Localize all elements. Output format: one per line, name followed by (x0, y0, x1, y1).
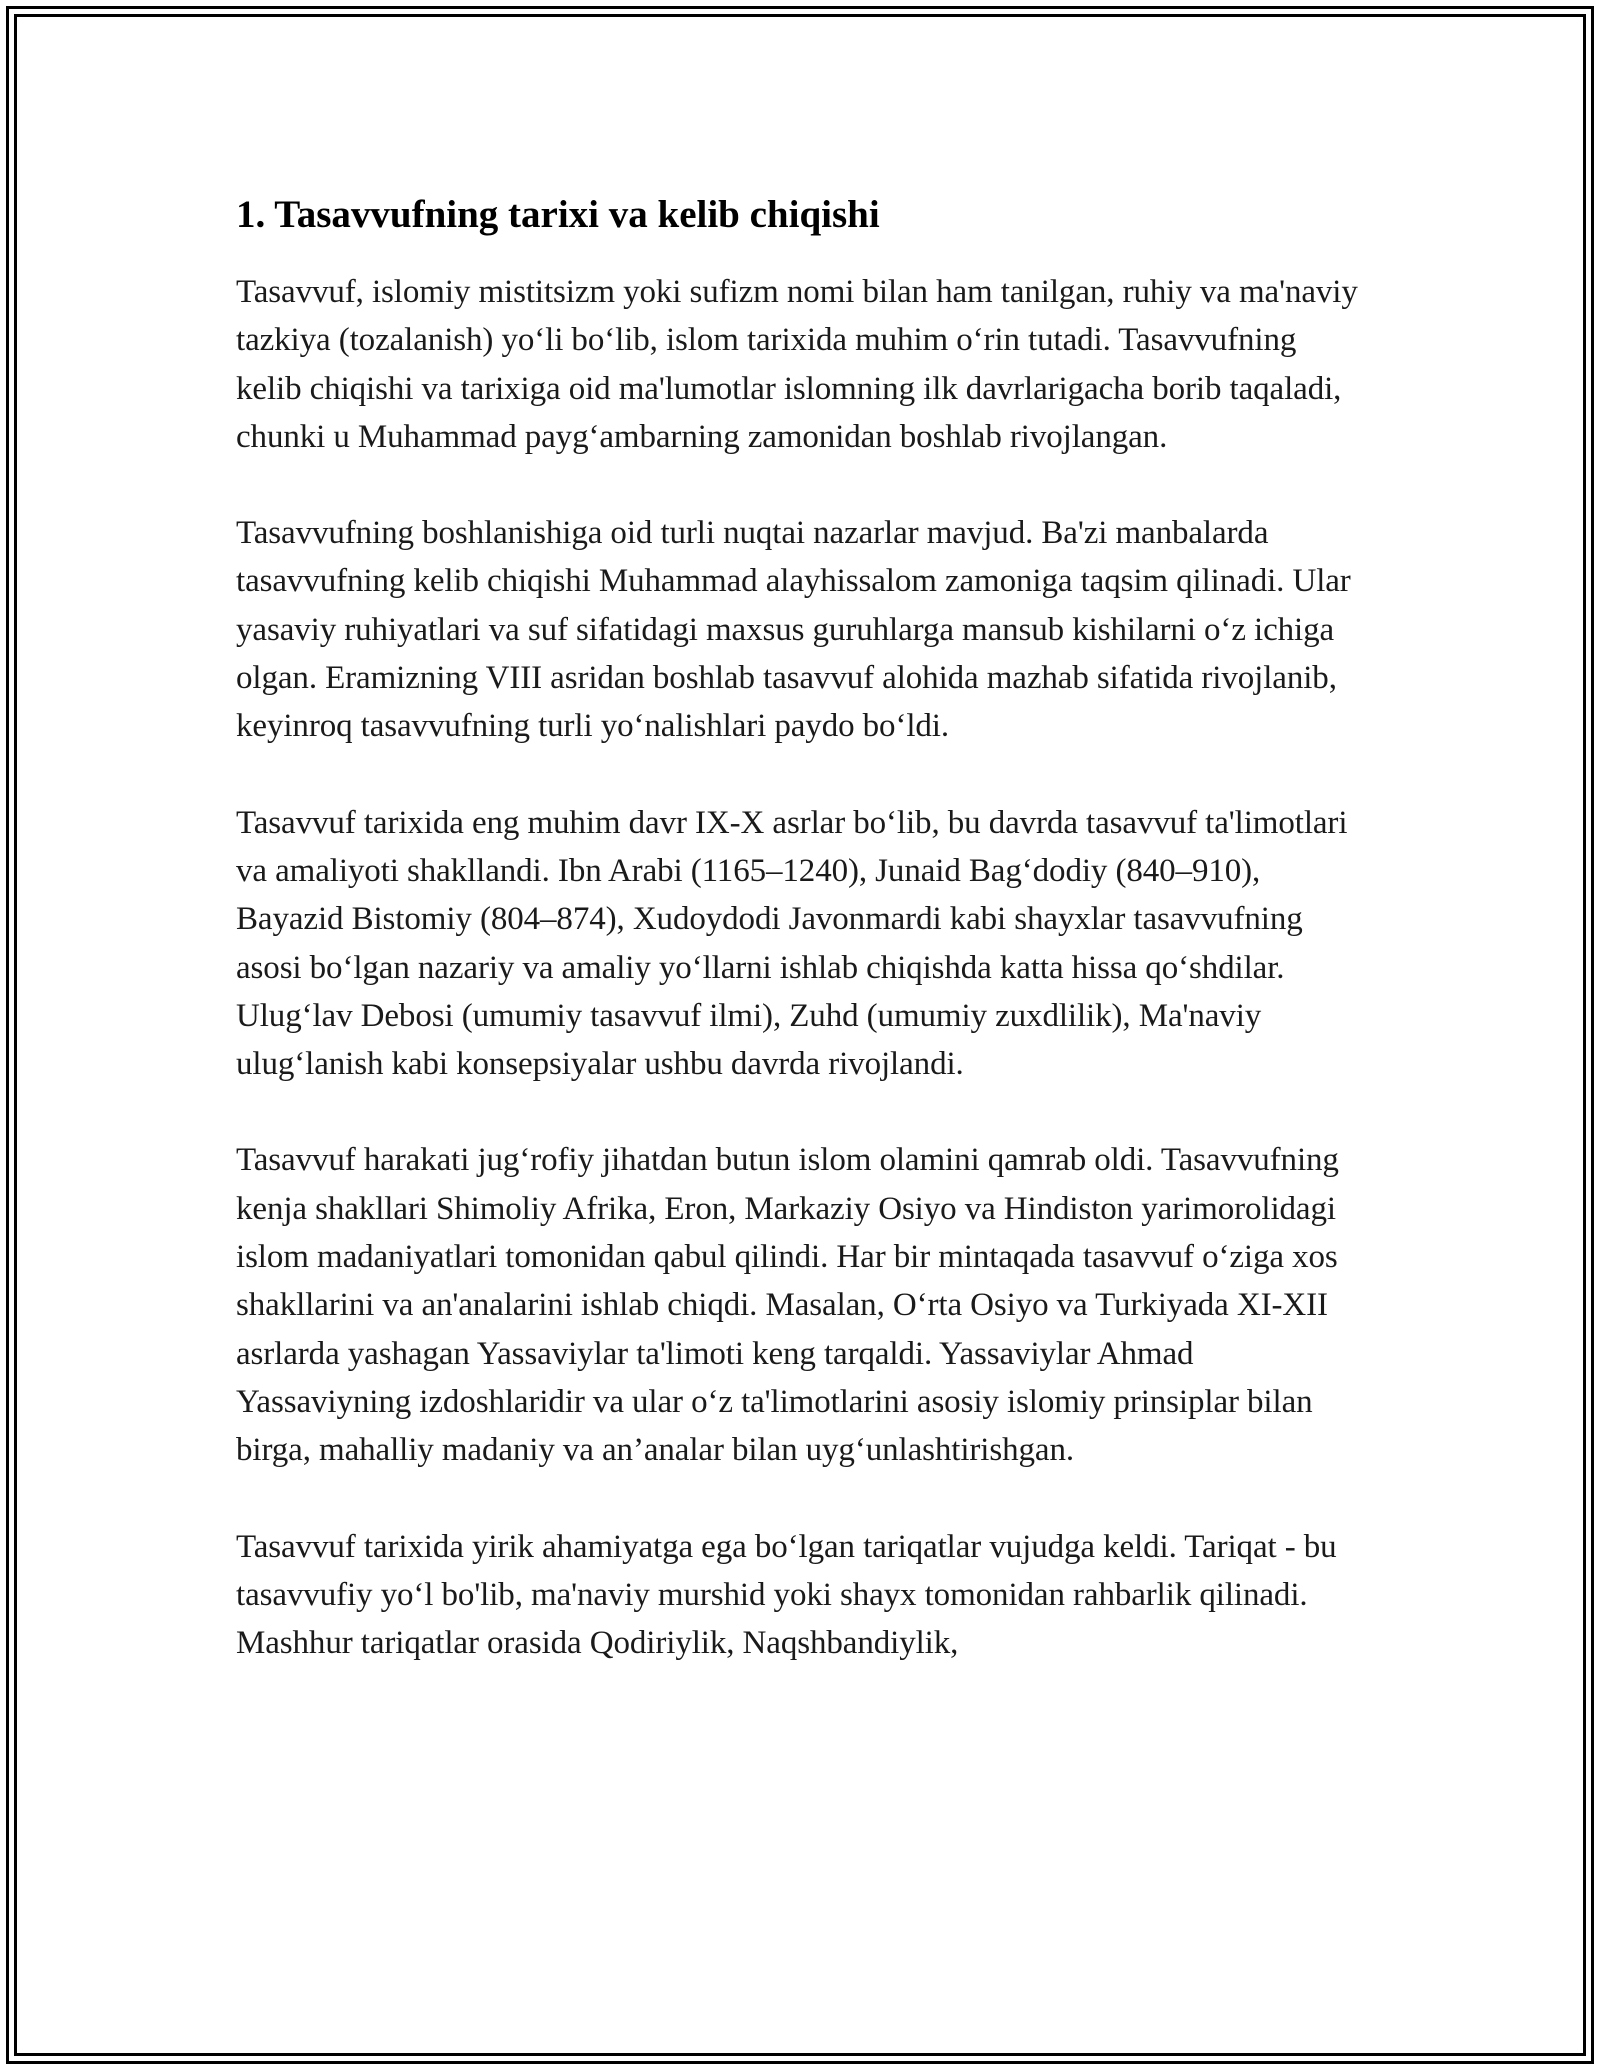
document-body (236, 180, 1368, 1715)
paragraph-tariqats: Tasavvuf tarixida yirik ahamiyatga ega bo‘lgan tariqatlar vujudga keldi. Tariqat - bu tasavvufiy yo‘l bo'lib, ma'naviy murshid yoki shayx tomonidan rahbarlik qilinadi. Mashhur tariqatlar orasida Qodiriylik, Naqshbandiylik, (236, 1528, 1337, 1662)
paragraph-origins: Tasavvuf, islomiy mistitsizm yoki sufizm nomi bilan ham tanilgan, ruhiy va ma'naviy tazkiya (tozalanish) yo‘li bo‘lib, islom tarixida muhim o‘rin tutadi. Tasavvufning kelib chiqishi va tarixiga oid ma'lumotlar islomning ilk davrlarigacha borib taqaladi, chunki u Muhammad payg‘ambarning zamonidan boshlab rivojlangan. (236, 274, 1358, 455)
paragraph-key-period: Tasavvuf tarixida eng muhim davr IX-X asrlar bo‘lib, bu davrda tasavvuf ta'limotlari va amaliyoti shakllandi. Ibn Arabi (1165–1240), Junaid Bag‘dodiy (840–910), Bayazid Bistomiy (804–874), Xudoydodi Javonmardi kabi shayxlar tasavvufning asosi bo‘lgan nazariy va amaliy yo‘llarni ishlab chiqishda katta hissa qo‘shdilar. Ulug‘lav Debosi (umumiy tasavvuf ilmi), Zuhd (umumiy zuxdlilik), Ma'naviy ulug‘lanish kabi konsepsiyalar ushbu davrda rivojlandi. (236, 804, 1348, 1083)
paragraph-viewpoints: Tasavvufning boshlanishiga oid turli nuqtai nazarlar mavjud. Ba'zi manbalarda tasavvufning kelib chiqishi Muhammad alayhissalom zamoniga taqsim qilinadi. Ular yasaviy ruhiyatlari va suf sifatidagi maxsus guruhlarga mansub kishilarni o‘z ichiga olgan. Eramizning VIII asridan boshlab tasavvuf alohida mazhab sifatida rivojlanib, keyinroq tasavvufning turli yo‘nalishlari paydo bo‘ldi. (236, 515, 1351, 745)
section-heading: 1. Tasavvufning tarixi va kelib chiqishi (236, 193, 880, 236)
paragraph-geography: Tasavvuf harakati jug‘rofiy jihatdan butun islom olamini qamrab oldi. Tasavvufning kenja shakllari Shimoliy Afrika, Eron, Markaziy Osiyo va Hindiston yarimorolidagi islom madaniyatlari tomonidan qabul qilindi. Har bir mintaqada tasavvuf o‘ziga xos shakllarini va an'analarini ishlab chiqdi. Masalan, O‘rta Osiyo va Turkiyada XI-XII asrlarda yashagan Yassaviylar ta'limoti keng tarqaldi. Yassaviylar Ahmad Yassaviyning izdoshlaridir va ular o‘z ta'limotlarini asosiy islomiy prinsiplar bilan birga, mahalliy madaniy va an’analar bilan uyg‘unlashtirishgan. (236, 1142, 1339, 1469)
